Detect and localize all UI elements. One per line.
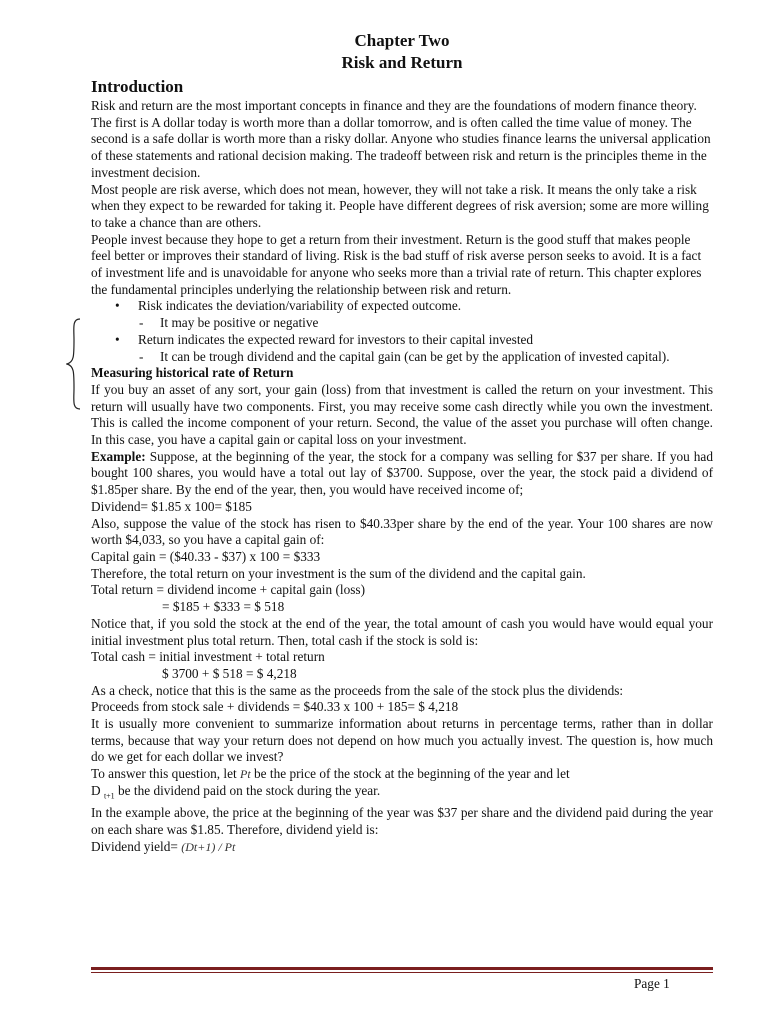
price-symbol: Pt [240, 767, 251, 782]
bullet-icon: • [115, 298, 120, 314]
measuring-heading: Measuring historical rate of Return [91, 365, 294, 381]
check-line: As a check, notice that this is the same as the proceeds from the sale of the stock plus the dividends: [91, 682, 624, 698]
curly-brace-icon [66, 318, 82, 410]
d-symbol: D [91, 782, 104, 798]
dividend-yield-label: Dividend yield= [91, 838, 182, 854]
total-cash-line: Total cash = initial investment + total return [91, 649, 325, 665]
footer-rule-thin [91, 972, 713, 973]
dividend-line: Dividend= $1.85 x 100= $185 [91, 498, 252, 514]
list-subitem-text: It may be positive or negative [160, 315, 319, 331]
intro-heading: Introduction [91, 77, 184, 96]
chapter-title: Chapter Two [354, 31, 450, 50]
page-number: Page 1 [634, 976, 670, 991]
document-page [91, 30, 713, 855]
list-item-text: Return indicates the expected reward for investors to their capital invested [138, 331, 534, 347]
list-subitem-text: It can be trough dividend and the capital gain (can be get by the application of invested capital). [160, 348, 670, 364]
total-return-line: Total return = dividend income + capital gain (loss) [91, 582, 366, 598]
example-paragraph [91, 449, 713, 499]
therefore-line: Therefore, the total return on your investment is the sum of the dividend and the capital gain. [91, 565, 586, 581]
notice-paragraph: Notice that, if you sold the stock at the end of the year, the total amount of cash you would have would equal your initial investment plus total return. Then, total cash if the stock is sold is: [91, 615, 713, 648]
list-item-risk [91, 298, 713, 315]
dividend-yield-formula: (Dt+1) / Pt [181, 839, 236, 854]
bullet-icon: • [115, 331, 120, 347]
intro-paragraph-2: Most people are risk averse, which does not mean, however, they will not take a risk. It means the only take a risk when they expect to be rewarded for taking it. People have different degrees of risk aversion; some are more willing to take a chance than are others. [91, 181, 709, 230]
example-above-paragraph: In the example above, the price at the beginning of the year was $37 per share and the dividend paid during the year on each share was $1.85. Therefore, dividend yield is: [91, 805, 713, 837]
d-definition: be the dividend paid on the stock during the year. [114, 782, 381, 798]
total-cash-calc: $ 3700 + $ 518 = $ 4,218 [162, 665, 297, 681]
intro-paragraph-3: People invest because they hope to get a return from their investment. Return is the good stuff that makes people feel better or improves their standard of living. Risk is the bad stuff of risk averse person seeks to avoid. It is a fact of investment life and is unavoidable for anyone who seeks more than a trivial rate of return. This chapter explores the fundamental principles underlying the relationship between risk and return. [91, 231, 702, 297]
also-paragraph: Also, suppose the value of the stock has risen to $40.33per share by the end of the year. Your 100 shares are now worth $4,033, so you have a capital gain of: [91, 515, 713, 548]
list-subitem-return [91, 349, 713, 366]
total-return-calc: = $185 + $333 = $ 518 [162, 599, 285, 615]
answer-pre: To answer this question, let [91, 766, 241, 782]
footer-rule-thick [91, 967, 713, 970]
measuring-paragraph-1: If you buy an asset of any sort, your gain (loss) from that investment is called the return on your investment. This return will usually have two components. First, you may receive some cash directly while you own the investment. This is called the income component of your return. Second, the value of the asset you purchase will often change. In this case, you have a capital gain or capital loss on your investment. [91, 381, 713, 448]
example-text: Suppose, at the beginning of the year, the stock for a company was selling for $37 per share. If you had bought 100 shares, you would have a total out lay of $3700. Suppose, over the year, the stock paid a dividend of $1.85per share. By the end of the year, then, you would have received income of; [91, 448, 713, 498]
proceeds-line: Proceeds from stock sale + dividends = $40.33 x 100 + 185= $ 4,218 [91, 699, 459, 715]
risk-return-list [91, 298, 713, 365]
dividend-yield-line [91, 839, 713, 856]
list-subitem-risk [91, 315, 713, 332]
answer-line [91, 766, 713, 783]
dash-icon: - [139, 315, 144, 331]
dash-icon: - [139, 348, 144, 364]
chapter-subtitle: Risk and Return [341, 53, 463, 72]
convenient-paragraph: It is usually more convenient to summarize information about returns in percentage terms, rather than in dollar terms, because that way your return does not depend on how much you actually invest. The question is, how much do we get for each dollar we invest? [91, 716, 713, 765]
d-subscript: t+1 [103, 791, 115, 801]
example-label: Example: [91, 448, 146, 464]
list-item-text: Risk indicates the deviation/variability of expected outcome. [138, 298, 462, 314]
intro-paragraph-1: Risk and return are the most important concepts in finance and they are the foundations of modern finance theory. The first is A dollar today is worth more than a dollar tomorrow, and is often called the time value of money. The second is a safe dollar is worth more than a risky dollar. Anyone who studies finance learns the universal application of these statements and rational decision making. The tradeoff between risk and return is the principles theme in the investment decision. [91, 98, 711, 180]
capital-gain-line: Capital gain = ($40.33 - $37) x 100 = $333 [91, 548, 321, 564]
dividend-definition-line [91, 783, 713, 805]
answer-post: be the price of the stock at the beginning of the year and let [250, 766, 570, 782]
list-item-return [91, 332, 713, 349]
